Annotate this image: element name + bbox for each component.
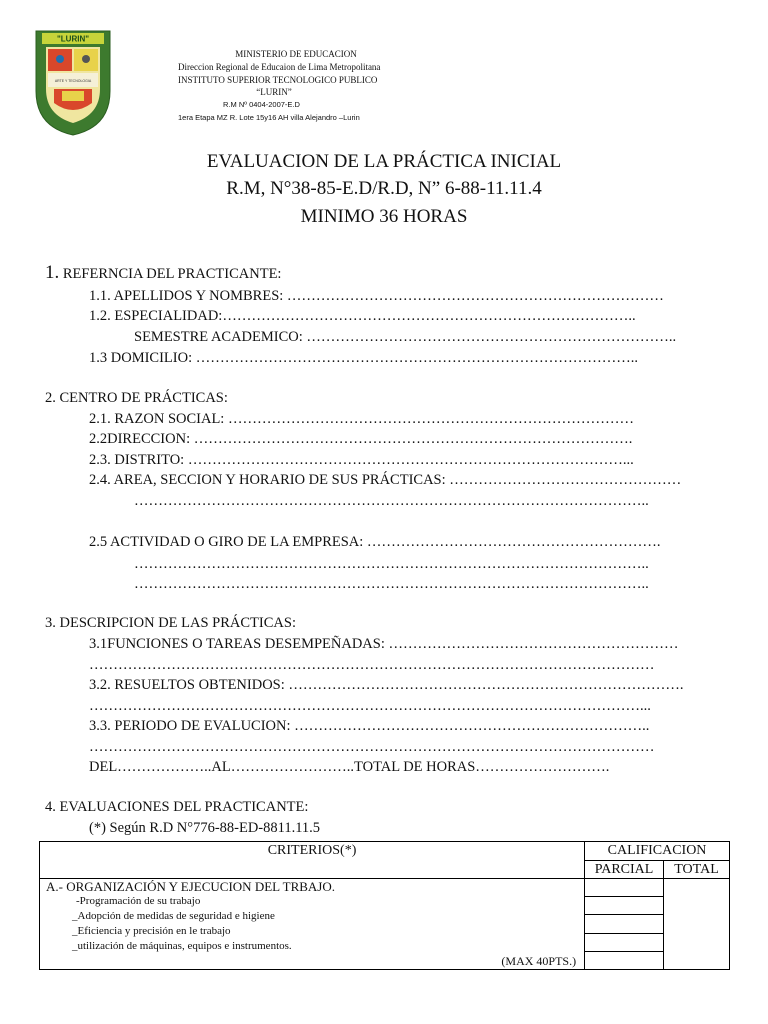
field-periodo[interactable]: 3.3. PERIODO DE EVALUCION: ……………………………………………………………….. [89, 718, 650, 734]
field-razon-social[interactable]: 2.1. RAZON SOCIAL: ………………………………………………………………………… [89, 411, 634, 427]
doc-title: EVALUACION DE LA PRÁCTICA INICIAL [206, 151, 562, 172]
parcial-cell[interactable] [585, 915, 664, 933]
header-lurin: “LURIN” [256, 87, 292, 98]
header-address: 1era Etapa MZ R. Lote 15y16 AH villa Alejandro –Lurin [178, 112, 360, 122]
logo-emblem-label: ARTE Y TECNOLOGIA [54, 79, 92, 83]
doc-min-hours: MINIMO 36 HORAS [300, 206, 468, 227]
criterion-item: -Programación de su trabajo [76, 895, 201, 907]
max-points: (MAX 40PTS.) [501, 954, 577, 968]
field-actividad-cont1[interactable]: …………………………………………………………………………………………….. [134, 556, 649, 572]
field-resultados[interactable]: 3.2. RESUELTOS OBTENIDOS: ………………………………………………………………………. [89, 677, 684, 693]
section3-heading: 3. DESCRIPCION DE LAS PRÁCTICAS: [45, 615, 296, 631]
total-cell[interactable] [664, 879, 730, 970]
section4-heading: 4. EVALUACIONES DEL PRACTICANTE: [45, 799, 309, 815]
section4-note: (*) Según R.D N°776-88-ED-8811.11.5 [89, 820, 321, 836]
calificacion-header: CALIFICACION [585, 842, 730, 861]
section2-heading: 2. CENTRO DE PRÁCTICAS: [45, 390, 228, 406]
field-apellidos[interactable]: 1.1. APELLIDOS Y NOMBRES: …………………………………………………………………… [89, 288, 664, 304]
field-direccion[interactable]: 2.2DIRECCION: ………………………………………………………………………………. [89, 431, 633, 447]
criterios-header: CRITERIOS(*) [40, 842, 585, 879]
total-header: TOTAL [664, 861, 730, 879]
header-rm: R.M Nº 0404-2007-E.D [223, 100, 300, 110]
doc-resolution: R.M, N°38-85-E.D/R.D, N” 6-88-11.11.4 [226, 178, 542, 199]
header-institute: INSTITUTO SUPERIOR TECNOLOGICO PUBLICO [178, 74, 378, 85]
field-distrito[interactable]: 2.3. DISTRITO: ………………………………………………………………………………... [89, 452, 634, 468]
field-especialidad[interactable]: 1.2. ESPECIALIDAD:………………………………………………………………………….. [89, 308, 636, 324]
criterion-group-a [40, 879, 585, 970]
group-a-title: A.- ORGANIZACIÓN Y EJECUCION DEL TRBAJO. [46, 879, 335, 894]
field-actividad-cont2[interactable]: …………………………………………………………………………………………….. [134, 576, 649, 592]
parcial-cell[interactable] [585, 951, 664, 969]
criterion-item: _Eficiencia y precisión en le trabajo [72, 925, 231, 937]
parcial-cell[interactable] [585, 879, 664, 897]
field-semestre[interactable]: SEMESTRE ACADEMICO: ………………………………………………………………….. [134, 329, 677, 345]
header-direction: Direccion Regional de Educaion de Lima Metropolitana [178, 61, 381, 72]
header-ministry: MINISTERIO DE EDUCACION [235, 49, 357, 59]
field-funciones-cont[interactable]: ……………………………………………………………………………………………………… [89, 657, 655, 673]
institute-logo [34, 29, 112, 137]
field-resultados-cont[interactable]: ……………………………………………………………………………………………………... [89, 698, 651, 714]
institution-header [178, 48, 396, 125]
field-periodo-cont[interactable]: ……………………………………………………………………………………………………… [89, 739, 655, 755]
field-funciones[interactable]: 3.1FUNCIONES O TAREAS DESEMPEÑADAS: …………………………………………………… [89, 636, 679, 652]
parcial-cell[interactable] [585, 933, 664, 951]
field-actividad[interactable]: 2.5 ACTIVIDAD O GIRO DE LA EMPRESA: ……………………………………………………. [89, 534, 661, 550]
parcial-header: PARCIAL [585, 861, 664, 879]
section1-heading: 1. REFERNCIA DEL PRACTICANTE: [45, 262, 282, 283]
evaluation-table [39, 841, 730, 970]
logo-banner-text: "LURIN" [56, 34, 90, 44]
parcial-cell[interactable] [585, 897, 664, 915]
field-area-horario-cont[interactable]: …………………………………………………………………………………………….. [134, 493, 649, 509]
criterion-item: _utilización de máquinas, equipos e instrumentos. [72, 940, 292, 952]
field-area-horario[interactable]: 2.4. AREA, SECCION Y HORARIO DE SUS PRÁCTICAS: ………………………………………… [89, 472, 682, 488]
field-del-al-total[interactable]: DEL………………..AL……………………..TOTAL DE HORAS………………………. [89, 759, 610, 775]
field-domicilio[interactable]: 1.3 DOMICILIO: ……………………………………………………………………………….. [89, 350, 638, 366]
criterion-item: _Adopción de medidas de seguridad e higiene [72, 910, 275, 922]
